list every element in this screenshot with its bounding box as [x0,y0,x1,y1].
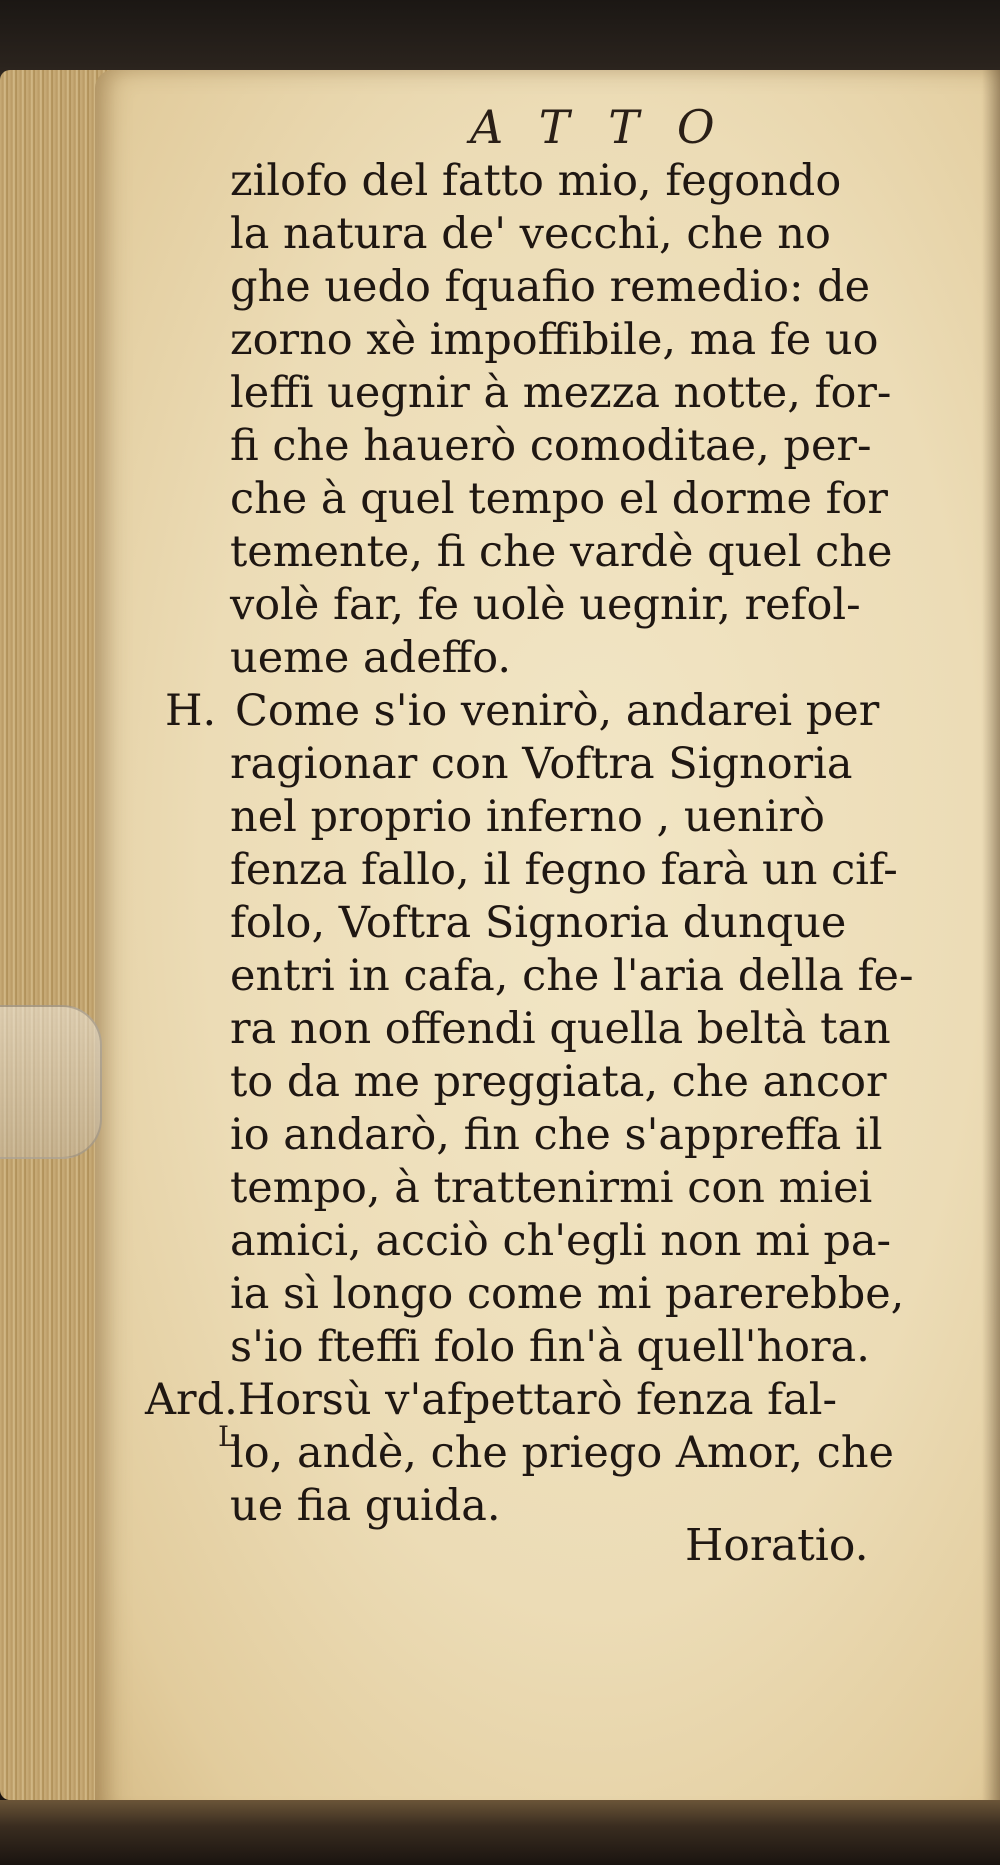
book-bottom-edge [0,1800,1000,1865]
text-line: ghe uedo fquafio remedio: de [230,262,871,312]
text-line: folo, Voftra Signoria dunque [230,898,847,948]
text-line: Come s'io venirò, andarei per [235,686,880,736]
text-line: ia sì longo come mi parerebbe, [230,1269,905,1319]
text-line: ueme adeffo. [230,633,511,683]
text-line: nel proprio inferno , uenirò [230,792,825,842]
speech-line [145,1374,970,1427]
page-gutter-shadow [982,70,1000,1825]
text-line: ragionar con Voftra Signoria [230,739,853,789]
text-line: zilofo del fatto mio, fegondo [230,156,842,206]
margin-mark: L [218,1420,237,1453]
text-line: la natura de' vecchi, che no [230,209,831,259]
speech-line [165,685,970,738]
catchword: Horatio. [685,1520,869,1571]
text-line: tempo, à trattenirmi con miei [230,1163,873,1213]
text-line: entri in cafa, che l'aria della fe- [230,951,914,1001]
text-line: to da me preggiata, che ancor [230,1057,887,1107]
text-line: temente, fi che vardè quel che [230,527,893,577]
page-clip [0,1005,102,1159]
text-line: zorno xè impoffibile, ma fe uo [230,315,879,365]
body-text [145,155,970,1533]
speaker-label: Ard. [145,1375,238,1425]
text-line: leffi uegnir à mezza notte, for- [230,368,892,418]
text-line: che à quel tempo el dorme for [230,474,888,524]
text-line: io andarò, fin che s'appreffa il [230,1110,883,1160]
text-line: amici, acciò ch'egli non mi pa- [230,1216,892,1266]
page-header: ATTO [470,100,753,154]
text-line: fenza fallo, il fegno farà un cif- [230,845,898,895]
text-line: ra non offendi quella beltà tan [230,1004,891,1054]
text-line: Horsù v'afpettarò fenza fal- [237,1375,837,1425]
speaker-label: H. [165,686,217,736]
text-line: fi che hauerò comoditae, per- [230,421,872,471]
text-line: ue fia guida. [230,1481,501,1531]
text-line: s'io fteffi folo fin'à quell'hora. [230,1322,870,1372]
text-line: volè far, fe uolè uegnir, refol- [230,580,861,630]
text-line: lo, andè, che priego Amor, che [230,1428,894,1478]
